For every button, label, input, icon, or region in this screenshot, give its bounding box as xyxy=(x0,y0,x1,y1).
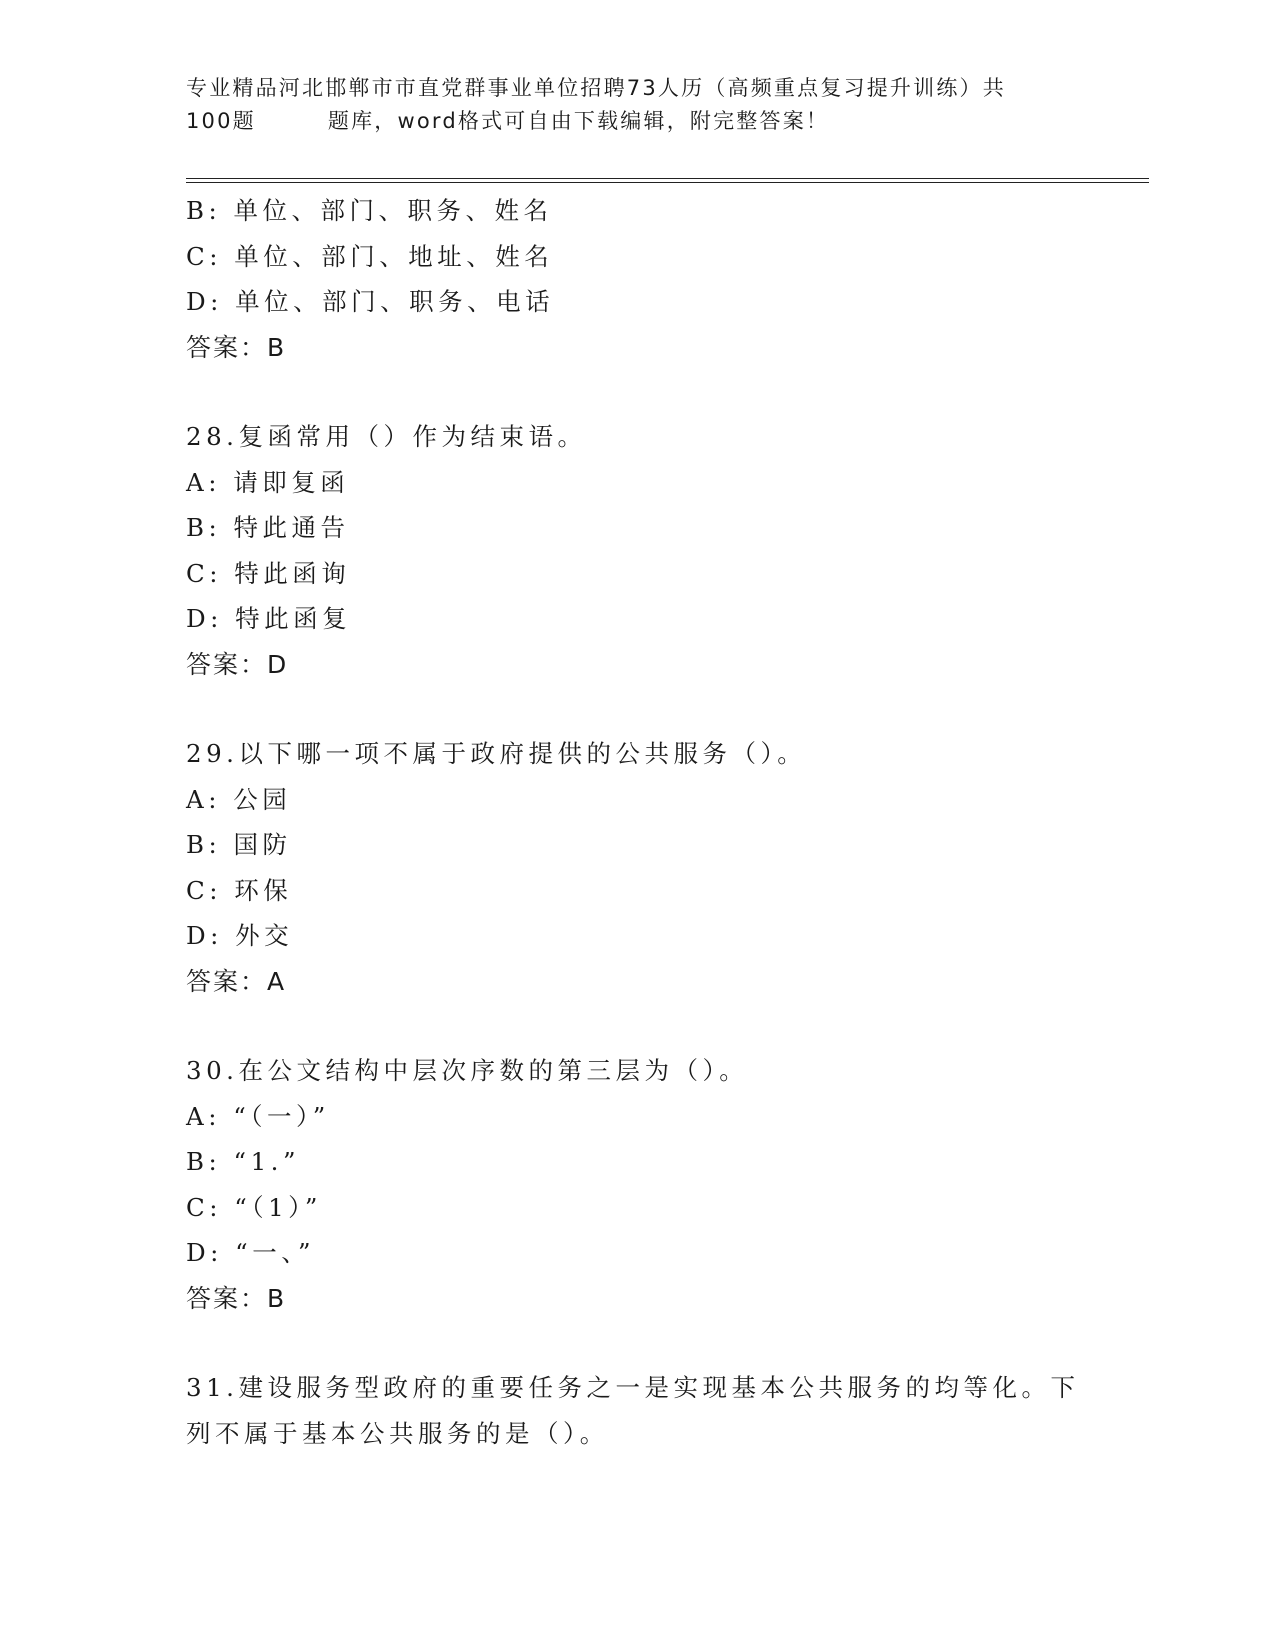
answer: 答案：D xyxy=(186,649,289,679)
option-a: A: “（一）” xyxy=(186,1101,330,1131)
option-b: B: 国防 xyxy=(186,830,292,859)
option-a: A: 公园 xyxy=(186,784,292,814)
question-stem-line1: 31.建设服务型政府的重要任务之一是实现基本公共服务的均等化。下 xyxy=(186,1373,1080,1402)
option-c: C: 环保 xyxy=(186,875,293,905)
option-c: C: 特此函询 xyxy=(186,558,351,588)
option-c: C: 单位、部门、地址、姓名 xyxy=(186,241,554,271)
page-header xyxy=(186,72,1066,138)
question-stem-line2: 列不属于基本公共服务的是（）。 xyxy=(186,1418,609,1448)
option-d: D: 特此函复 xyxy=(186,604,352,633)
question-stem: 30.在公文结构中层次序数的第三层为（）。 xyxy=(186,1056,749,1085)
option-d: D: 单位、部门、职务、电话 xyxy=(186,287,555,316)
option-b: B: 单位、部门、职务、姓名 xyxy=(186,196,553,225)
question-28 xyxy=(186,414,1086,687)
question-27-continued xyxy=(186,188,1086,370)
question-29 xyxy=(186,731,1086,1004)
header-description: 题库，word格式可自由下载编辑，附完整答案！ xyxy=(327,109,830,133)
question-31 xyxy=(186,1365,1086,1456)
header-count: 100题 xyxy=(186,109,256,133)
answer: 答案：B xyxy=(186,1283,287,1313)
option-a: A: 请即复函 xyxy=(186,467,350,497)
answer: 答案：B xyxy=(186,332,287,362)
header-title-line2 xyxy=(186,105,1066,138)
option-d: D: 外交 xyxy=(186,921,294,950)
header-title-line1: 专业精品河北邯郸市市直党群事业单位招聘73人历（高频重点复习提升训练）共 xyxy=(186,76,1006,100)
answer: 答案：A xyxy=(186,966,287,996)
option-c: C: “（1）” xyxy=(186,1192,322,1222)
question-30 xyxy=(186,1048,1086,1321)
option-b: B: 特此通告 xyxy=(186,513,350,542)
header-divider-top xyxy=(186,178,1149,179)
option-b: B: “1.” xyxy=(186,1147,300,1176)
question-stem: 29.以下哪一项不属于政府提供的公共服务（）。 xyxy=(186,739,807,768)
document-body xyxy=(186,188,1086,1456)
header-divider-bottom xyxy=(186,182,1149,183)
option-d: D: “一、” xyxy=(186,1238,315,1267)
question-stem: 28.复函常用（）作为结束语。 xyxy=(186,422,587,451)
